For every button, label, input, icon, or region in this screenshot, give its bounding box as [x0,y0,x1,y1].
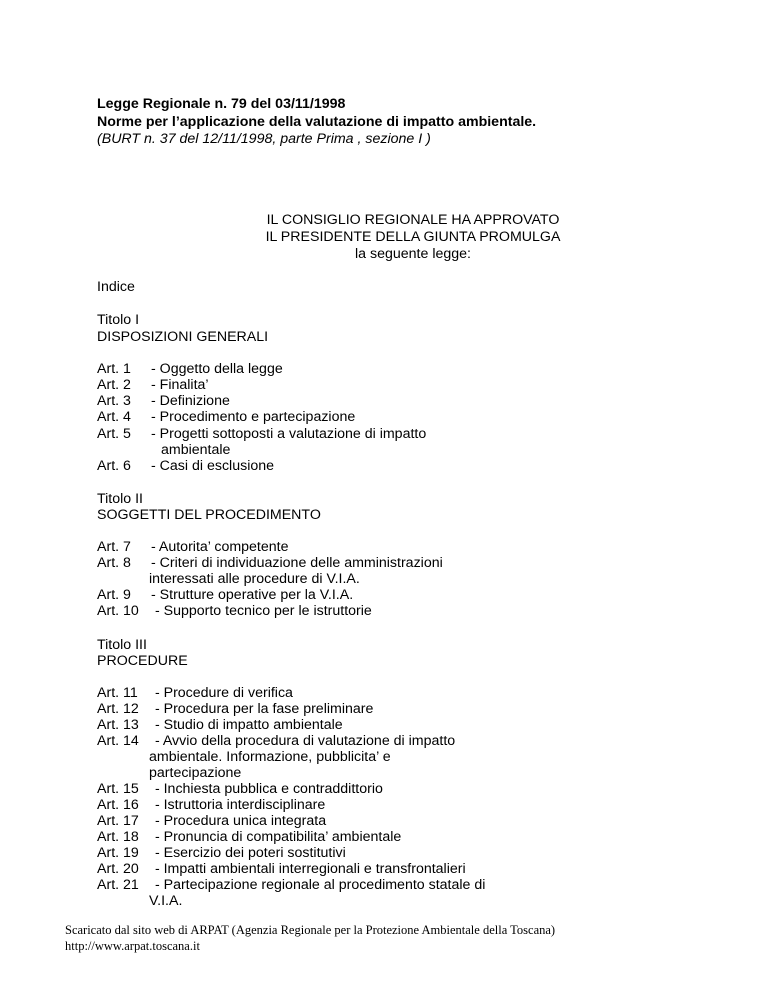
article-number: Art. 16 [97,797,139,813]
title-name: PROCEDURE [97,653,188,669]
article-number: Art. 9 [97,587,131,603]
title-name: SOGGETTI DEL PROCEDIMENTO [97,507,321,523]
article-title: - Inchiesta pubblica e contraddittorio [151,781,383,797]
article-title: - Oggetto della legge [151,361,283,377]
article-entry[interactable] [97,685,293,701]
article-number: Art. 21 [97,877,139,893]
article-entry[interactable] [97,587,353,603]
article-number: Art. 15 [97,781,139,797]
law-number: Legge Regionale n. 79 del 03/11/1998 [97,96,346,112]
article-entry[interactable] [97,458,274,474]
indice-heading: Indice [97,279,135,295]
burt-reference: (BURT n. 37 del 12/11/1998, parte Prima , sezione I ) [97,131,431,147]
article-title-continuation: interessati alle procedure di V.I.A. [149,571,360,587]
article-title: - Esercizio dei poteri sostitutivi [151,845,346,861]
article-entry[interactable] [97,733,455,749]
article-title: - Casi di esclusione [151,458,275,474]
article-entry[interactable] [97,426,426,442]
article-title: - Definizione [151,393,230,409]
preamble-line-3: la seguente legge: [355,246,471,262]
preamble-line-1: IL CONSIGLIO REGIONALE HA APPROVATO [266,212,560,228]
article-entry[interactable] [97,701,373,717]
footer-source: Scaricato dal sito web di ARPAT (Agenzia Regionale per la Protezione Ambientale della Toscana) [65,923,556,937]
article-number: Art. 17 [97,813,139,829]
article-entry[interactable] [97,861,466,877]
article-title-continuation: ambientale [161,442,231,458]
article-entry[interactable] [97,877,485,893]
article-number: Art. 2 [97,377,131,393]
article-entry[interactable] [97,829,401,845]
footer-url[interactable]: http://www.arpat.toscana.it [65,939,200,953]
article-number: Art. 19 [97,845,139,861]
article-entry[interactable] [97,393,230,409]
title-label: Titolo II [97,491,143,507]
title-name: DISPOSIZIONI GENERALI [97,329,269,345]
article-entry[interactable] [97,717,343,733]
article-number: Art. 12 [97,701,139,717]
article-title-continuation: partecipazione [149,765,242,781]
article-number: Art. 4 [97,409,131,425]
article-title: - Finalita’ [151,377,209,393]
article-title: - Criteri di individuazione delle amministrazioni [151,555,443,571]
article-entry[interactable] [97,409,355,425]
article-number: Art. 14 [97,733,139,749]
article-number: Art. 13 [97,717,139,733]
article-title: - Studio di impatto ambientale [151,717,343,733]
article-number: Art. 1 [97,361,131,377]
article-title: - Avvio della procedura di valutazione di impatto [151,733,456,749]
article-title: - Impatti ambientali interregionali e transfrontalieri [151,861,466,877]
article-title: - Procedure di verifica [151,685,293,701]
article-title: - Procedura per la fase preliminare [151,701,374,717]
article-entry[interactable] [97,797,325,813]
article-number: Art. 11 [97,685,138,701]
article-title: - Pronuncia di compatibilita’ ambientale [151,829,402,845]
article-title: - Procedimento e partecipazione [151,409,356,425]
article-number: Art. 6 [97,458,131,474]
article-title: - Strutture operative per la V.I.A. [151,587,354,603]
article-number: Art. 7 [97,539,131,555]
article-number: Art. 18 [97,829,139,845]
article-entry[interactable] [97,845,346,861]
article-title: - Supporto tecnico per le istruttorie [151,603,372,619]
article-number: Art. 10 [97,603,139,619]
article-number: Art. 5 [97,426,131,442]
article-number: Art. 3 [97,393,131,409]
article-entry[interactable] [97,781,383,797]
article-title: - Istruttoria interdisciplinare [151,797,326,813]
article-entry[interactable] [97,377,209,393]
article-number: Art. 20 [97,861,139,877]
title-label: Titolo III [97,637,147,653]
article-entry[interactable] [97,361,283,377]
article-title: - Progetti sottoposti a valutazione di impatto [151,426,427,442]
article-number: Art. 8 [97,555,131,571]
article-title-continuation: V.I.A. [149,893,183,909]
article-entry[interactable] [97,603,372,619]
title-label: Titolo I [97,312,140,328]
article-title: - Partecipazione regionale al procedimento statale di [151,877,486,893]
article-title: - Autorita’ competente [151,539,289,555]
law-title: Norme per l’applicazione della valutazione di impatto ambientale. [97,114,537,130]
article-entry[interactable] [97,555,443,571]
article-entry[interactable] [97,813,326,829]
preamble-line-2: IL PRESIDENTE DELLA GIUNTA PROMULGA [265,229,561,245]
article-title-continuation: ambientale. Informazione, pubblicita’ e [149,749,391,765]
article-entry[interactable] [97,539,288,555]
article-title: - Procedura unica integrata [151,813,327,829]
